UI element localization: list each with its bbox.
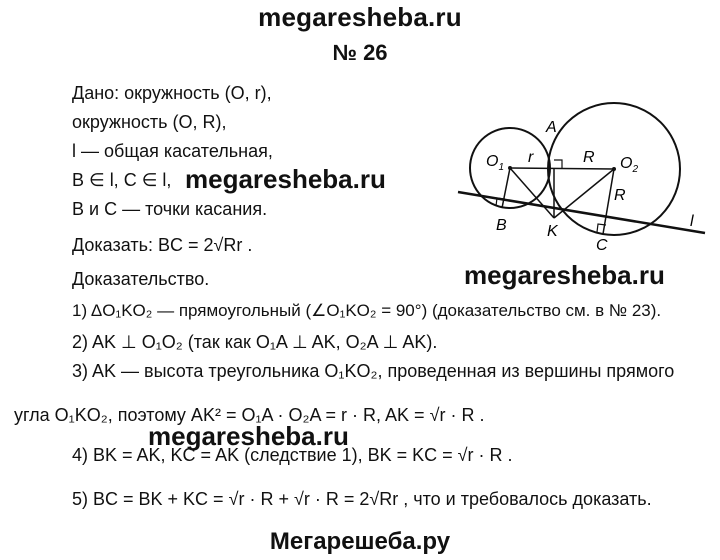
label-c: C (596, 237, 608, 254)
watermark-2: megaresheba.ru (464, 260, 665, 290)
proof-step-2: 2) AK ⊥ O₁O₂ (так как O₁A ⊥ AK, O₂A ⊥ AK). (72, 332, 438, 352)
label-l: l (690, 213, 694, 230)
label-o1: $O_1$ (486, 153, 505, 173)
label-o2: $O_2$ (620, 155, 639, 175)
segment-o1-o2 (510, 168, 614, 169)
proof-step-1: 1) ΔO₁KO₂ — прямоугольный (∠O₁KO₂ = 90°) (доказательство см. в № 23). (72, 301, 662, 320)
footer-site: Мегарешеба.ру (269, 528, 451, 555)
right-angle-a (554, 160, 562, 168)
prove-statement: Доказать: BC = 2√Rr . (72, 235, 253, 255)
watermark-1: megaresheba.ru (185, 164, 386, 194)
point-o2 (612, 167, 616, 171)
problem-number: № 26 (332, 40, 388, 65)
label-b: B (496, 217, 507, 234)
proof-step-3: 3) AK — высота треугольника O₁KO₂, проведенная из вершины прямого (72, 361, 675, 381)
given-line-4: B ∈ l, C ∈ l, (72, 170, 172, 190)
label-r: r (528, 149, 534, 166)
label-r-right: R (614, 187, 626, 204)
label-a: A (546, 119, 557, 136)
label-r-top: R (583, 149, 595, 166)
given-line-1: Дано: окружность (O, r), (72, 83, 272, 103)
proof-heading: Доказательство. (72, 269, 210, 289)
given-line-2: окружность (O, R), (72, 112, 227, 132)
point-o1 (508, 166, 512, 170)
label-k: K (547, 223, 558, 240)
proof-step-5: 5) BC = BK + KC = √r · R + √r · R = 2√Rr , что и требовалось доказать. (72, 489, 652, 509)
given-line-3: l — общая касательная, (72, 141, 273, 161)
watermark-3: megaresheba.ru (148, 421, 349, 451)
site-header: megaresheba.ru (258, 2, 462, 32)
segment-o2-k (554, 169, 614, 218)
proof-step-4: 4) BK = AK, KC = AK (следствие 1), BK = KC = √r · R . (72, 445, 513, 465)
given-line-5: B и C — точки касания. (72, 199, 268, 219)
geometry-diagram (430, 96, 715, 256)
segment-o1-b (502, 168, 510, 208)
proof-step-3-continued: угла O₁KO₂, поэтому AK² = O₁A · O₂A = r · R, AK = √r · R . (14, 405, 485, 425)
